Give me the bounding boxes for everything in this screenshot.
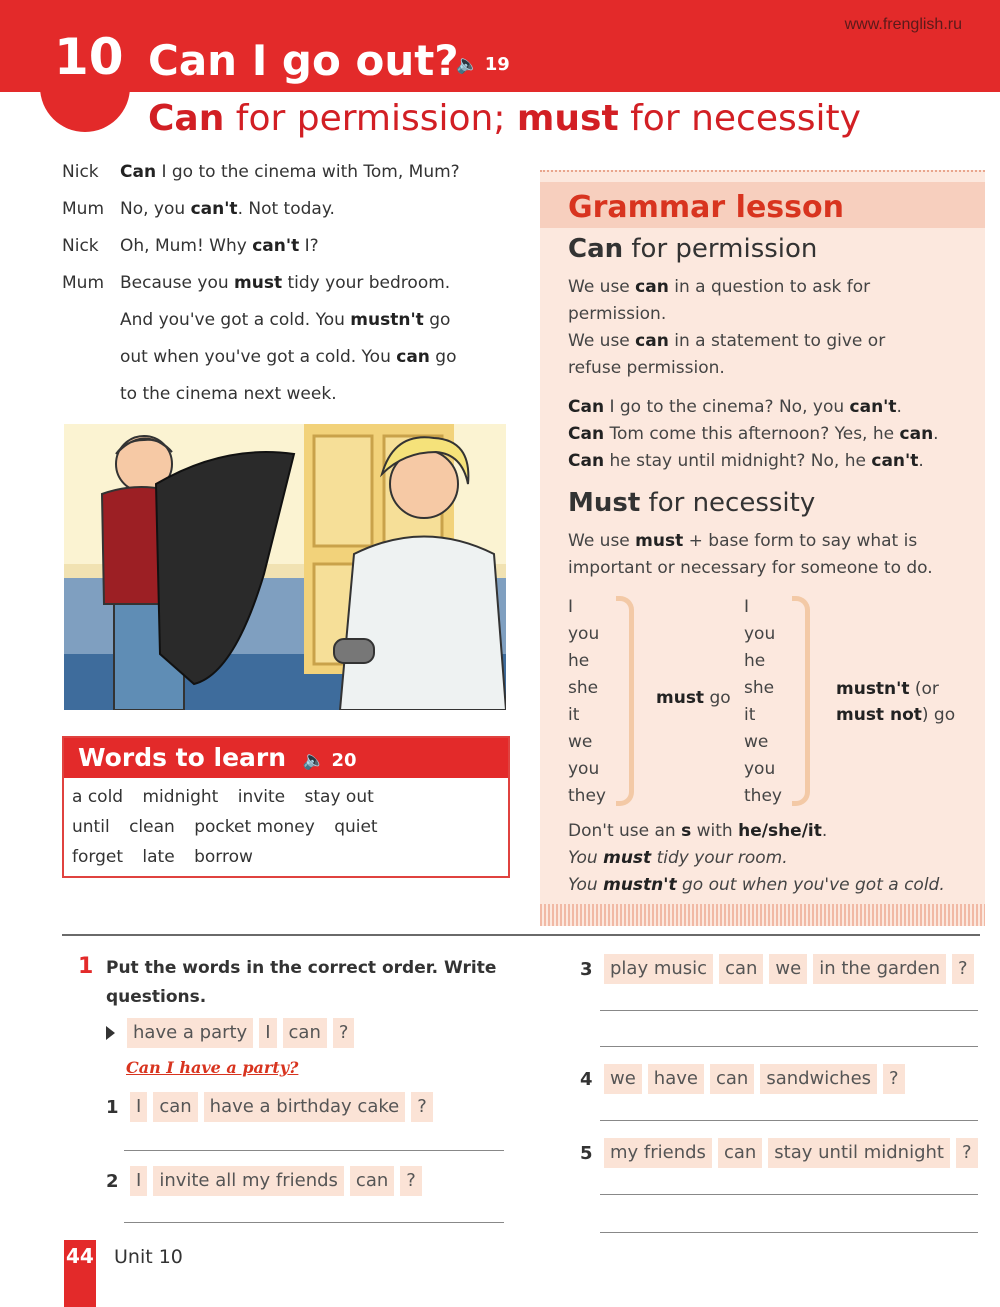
answer-line-2[interactable] [124,1222,504,1223]
vocab-word: quiet [334,817,378,837]
vocab-word: invite [237,787,286,807]
word-chip: can [718,1138,762,1168]
unit-title: Can I go out? [148,36,459,85]
dialogue-line: to the cinema next week. [120,384,337,404]
grammar-bottom-strip [540,904,985,926]
word-chip: can [710,1064,754,1094]
can-examples: Can I go to the cinema? No, you can't. Can Tom come this afternoon? Yes, he can. Can he stay until midnight? No, he can't. [568,397,939,471]
exercise-instruction: Put the words in the correct order. Write questions. [106,958,497,1007]
pronoun-list-mustnt: I you he she it we you they [744,597,782,806]
example-answer: Can I have a party? [126,1058,299,1077]
dialogue-line: Nick Oh, Mum! Why can't I? [62,236,319,256]
dialogue-line: And you've got a cold. You mustn't go [120,310,451,330]
grammar-note: Don't use an s with he/she/it. You must tidy your room. You mustn't go out when you've got a cold. [568,821,945,895]
example-item [106,1018,360,1048]
answer-line-3b[interactable] [600,1046,978,1047]
vocab-word: borrow [194,847,253,867]
exercise-divider [62,934,980,936]
exercise-item-4: 4 we have can sandwiches ? [580,1064,911,1094]
speaker-icon: 🔈 [456,54,479,75]
word-chip: stay until midnight [768,1138,950,1168]
vocab-word: forget [72,847,123,867]
word-chip: I [130,1166,147,1196]
word-chip: we [604,1064,642,1094]
can-explanation: We use can in a question to ask for permission. We use can in a statement to give or refuse permission. [568,277,886,378]
word-chip: ? [333,1018,355,1048]
brace-left [616,596,634,806]
dialogue [62,154,512,413]
audio-track-19[interactable] [456,54,510,75]
brace-right [792,596,810,806]
dialogue-line: Mum Because you must tidy your bedroom. [62,273,451,293]
exercise-item-5: 5 my friends can stay until midnight ? [580,1138,984,1168]
word-chip: have a birthday cake [204,1092,406,1122]
word-chip: sandwiches [760,1064,877,1094]
website-watermark: www.frenglish.ru [844,16,962,33]
vocab-word: late [142,847,175,867]
mustnt-go-label: mustn't (or must not) go [836,679,956,725]
illustration-nick-and-mum [64,424,506,710]
vocab-word: midnight [142,787,219,807]
word-chip: my friends [604,1138,712,1168]
word-chip: ? [883,1064,905,1094]
word-chip: can [283,1018,327,1048]
exercise-item-1: 1 I can have a birthday cake ? [106,1092,439,1122]
dialogue-line: Mum No, you can't. Not today. [62,199,335,219]
pronoun-list-must: I you he she it we you they [568,597,606,806]
answer-line-5b[interactable] [600,1232,978,1233]
example-arrow-icon [106,1026,115,1040]
page-number: 44 [66,1244,94,1268]
word-chip: invite all my friends [153,1166,344,1196]
word-chip: ? [956,1138,978,1168]
word-chip: ? [952,954,974,984]
answer-line-5a[interactable] [600,1194,978,1195]
vocab-word: stay out [304,787,374,807]
word-chip: I [130,1092,147,1122]
must-go-label: must go [656,688,731,708]
audio-track-number: 19 [484,54,510,75]
word-chip: can [350,1166,394,1196]
audio-track-20[interactable]: 🔈 20 [302,750,357,771]
grammar-lesson-panel [540,170,985,926]
word-chip: in the garden [813,954,946,984]
word-chip: have [648,1064,704,1094]
word-chip: can [719,954,763,984]
word-chip: can [153,1092,197,1122]
words-to-learn-heading: Words to learn 🔈 20 [64,738,508,778]
exercise-item-2: 2 I invite all my friends can ? [106,1166,428,1196]
answer-line-1[interactable] [124,1150,504,1151]
vocab-word: a cold [72,787,124,807]
exercise-item-3: 3 play music can we in the garden ? [580,954,980,984]
dialogue-line: Nick Can I go to the cinema with Tom, Mum? [62,162,460,182]
vocab-word: clean [129,817,175,837]
word-chip: play music [604,954,713,984]
unit-label: Unit 10 [114,1246,183,1268]
answer-line-4[interactable] [600,1120,978,1121]
vocab-word: until [72,817,110,837]
word-chip: ? [400,1166,422,1196]
speaker-icon: 🔈 [302,750,326,771]
lesson-subtitle: Can for permission; must for necessity [148,98,861,139]
must-for-necessity-heading: Must for necessity [568,488,816,518]
word-chip: we [769,954,807,984]
vocab-word: pocket money [194,817,315,837]
word-chip: I [259,1018,276,1048]
word-chip: ? [411,1092,433,1122]
can-for-permission-heading: Can for permission [568,234,818,264]
words-to-learn-box [62,736,510,878]
must-explanation: We use must + base form to say what is important or necessary for someone to do. [568,531,933,578]
dialogue-line: out when you've got a cold. You can go [120,347,457,367]
grammar-lesson-heading: Grammar lesson [540,182,985,228]
answer-line-3a[interactable] [600,1010,978,1011]
word-chip: have a party [127,1018,253,1048]
unit-number: 10 [54,28,124,86]
exercise-number: 1 [78,954,94,979]
words-list [64,778,508,876]
